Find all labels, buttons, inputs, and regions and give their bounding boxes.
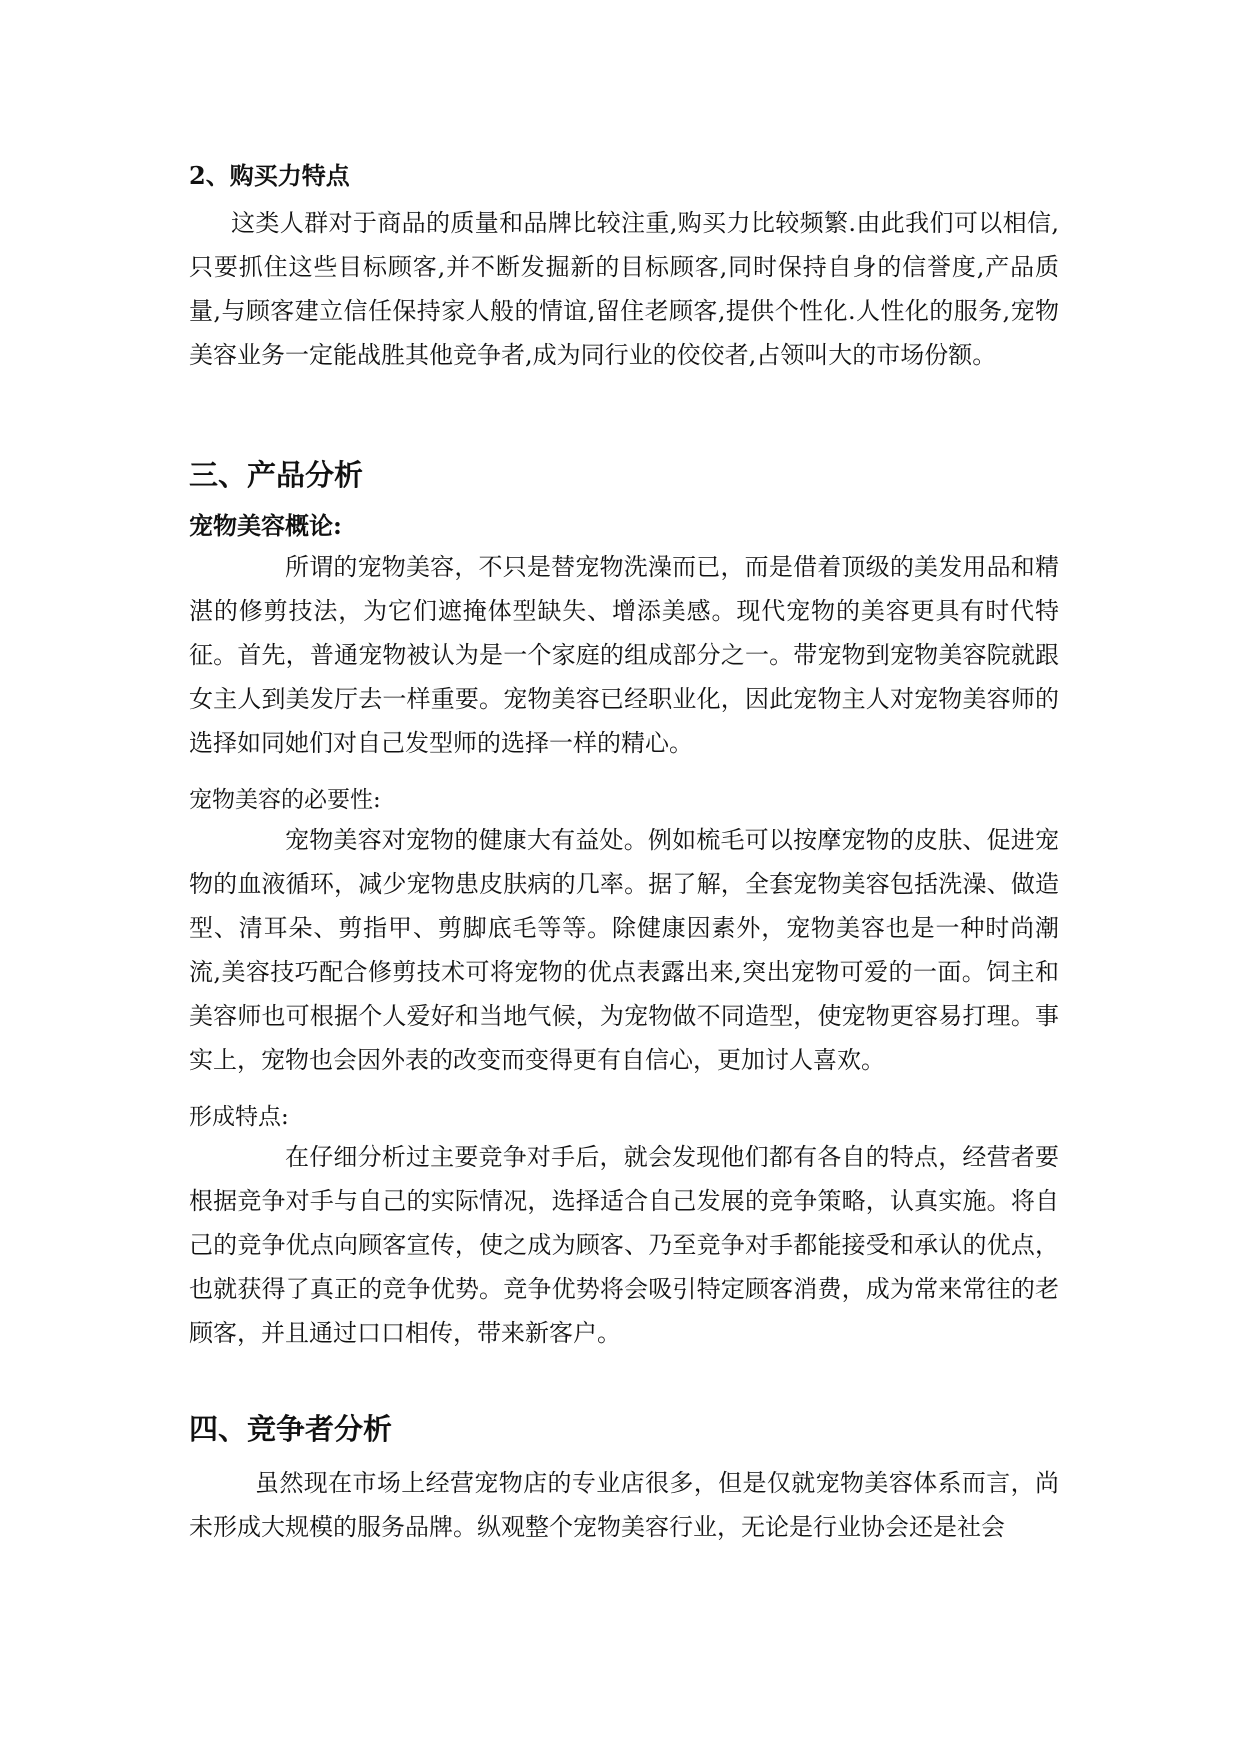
product-analysis-heading: 三、产品分析 — [189, 458, 364, 492]
features-paragraph: 在仔细分析过主要竞争对手后，就会发现他们都有各自的特点，经营者要根据竞争对手与自己的实际情况，选择适合自己发展的竞争策略，认真实施。将自己的竞争优点向顾客宣传，使之成为顾客、乃至竞争对手都能接受和承认的优点，也就获得了真正的竞争优势。竞争优势将会吸引特定顾客消费，成为常来常往的老顾客，并且通过口口相传，带来新客户。 — [189, 1143, 1059, 1347]
necessity-paragraph: 宠物美容对宠物的健康大有益处。例如梳毛可以按摩宠物的皮肤、促进宠物的血液循环，减少宠物患皮肤病的几率。据了解，全套宠物美容包括洗澡、做造型、清耳朵、剪指甲、剪脚底毛等等。除健康因素外，宠物美容也是一种时尚潮流,美容技巧配合修剪技术可将宠物的优点表露出来,突出宠物可爱的一面。饲主和美容师也可根据个人爱好和当地气候，为宠物做不同造型，使宠物更容易打理。事实上，宠物也会因外表的改变而变得更有自信心，更加讨人喜欢。 — [189, 826, 1059, 1074]
purchase-power-heading: 2、购买力特点 — [189, 161, 350, 190]
features-label: 形成特点: — [189, 1104, 289, 1130]
grooming-intro-paragraph: 所谓的宠物美容，不只是替宠物洗澡而已，而是借着顶级的美发用品和精湛的修剪技法，为它们遮掩体型缺失、增添美感。现代宠物的美容更具有时代特征。首先，普通宠物被认为是一个家庭的组成部分之一。带宠物到宠物美容院就跟女主人到美发厅去一样重要。宠物美容已经职业化，因此宠物主人对宠物美容师的选择如同她们对自己发型师的选择一样的精心。 — [189, 553, 1059, 757]
grooming-intro-heading: 宠物美容概论: — [189, 511, 342, 540]
purchase-power-paragraph: 这类人群对于商品的质量和品牌比较注重,购买力比较频繁.由此我们可以相信,只要抓住这些目标顾客,并不断发掘新的目标顾客,同时保持自身的信誉度,产品质量,与顾客建立信任保持家人般的情谊,留住老顾客,提供个性化.人性化的服务,宠物美容业务一定能战胜其他竞争者,成为同行业的佼佼者,占领叫大的市场份额。 — [189, 209, 1059, 369]
competitor-analysis-heading: 四、竞争者分析 — [189, 1412, 393, 1446]
competitor-paragraph: 虽然现在市场上经营宠物店的专业店很多，但是仅就宠物美容体系而言，尚未形成大规模的服务品牌。纵观整个宠物美容行业，无论是行业协会还是社会 — [189, 1469, 1059, 1541]
necessity-label: 宠物美容的必要性: — [189, 787, 381, 813]
